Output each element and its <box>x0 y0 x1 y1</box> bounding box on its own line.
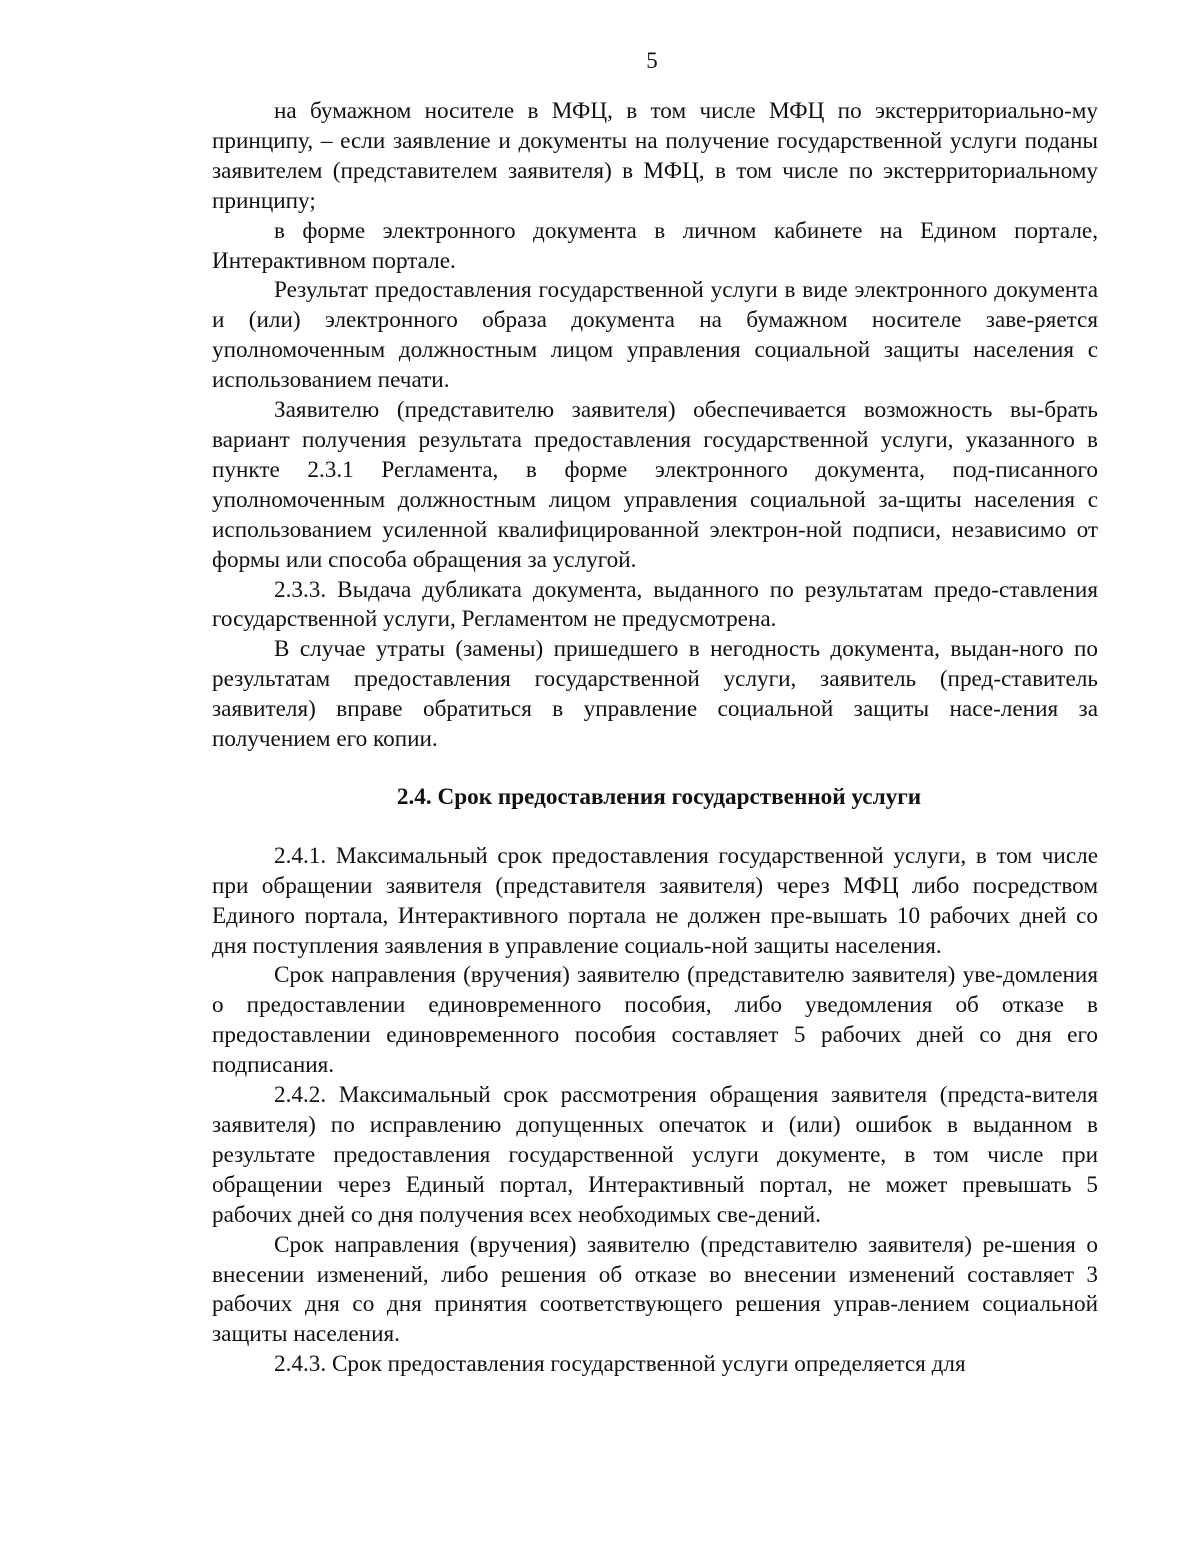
paragraph-2-4-3: 2.4.3. Срок предоставления государственной услуги определяется для <box>274 1351 966 1378</box>
paragraph-result-certification: Результат предоставления государственной услуги в виде электронного документа и (или) электронного образа документа на бумажном носителе заве-ряется уполномоченным должностным лицом управления социальной защиты населения с использованием печати. <box>212 277 1098 394</box>
document-body <box>212 97 1098 1380</box>
paragraph-result-choice: Заявителю (представителю заявителя) обеспечивается возможность вы-брать вариант получения результата предоставления государственной услуги, указанного в пункте 2.3.1 Регламента, в форме электронного документа, под-писанного уполномоченным должностным лицом управления социальной за-щиты населения с использованием усиленной квалифицированной электрон-ной подписи, независимо от формы или способа обращения за услугой. <box>212 397 1098 573</box>
paragraph-notification-term: Срок направления (вручения) заявителю (представителю заявителя) уве-домления о предоставлении единовременного пособия, либо уведомления об отказе в предоставлении единовременного пособия составляет 5 рабочих дней со дня его подписания. <box>212 962 1098 1079</box>
paragraph-delivery-paper: на бумажном носителе в МФЦ, в том числе МФЦ по экстерриториально-му принципу, – если заявление и документы на получение государственной услуги поданы заявителем (представителем заявителя) в МФЦ, в том числе по экстерриториальному принципу; <box>212 98 1098 214</box>
paragraph-delivery-electronic: в форме электронного документа в личном кабинете на Едином портале, Интерактивном портале. <box>212 217 1098 274</box>
page-number: 5 <box>646 48 658 73</box>
section-title-2-4: 2.4. Срок предоставления государственной услуги <box>396 783 922 810</box>
paragraph-2-3-3: 2.3.3. Выдача дубликата документа, выданного по результатам предо-ставления государственной услуги, Регламентом не предусмотрена. <box>212 576 1098 633</box>
paragraph-2-4-2: 2.4.2. Максимальный срок рассмотрения обращения заявителя (предста-вителя заявителя) по исправлению допущенных опечаток и (или) ошибок в выданном в результате предоставления государственной услуги документе, в том числе при обращении через Единый портал, Интерактивный портал, не может превышать 5 рабочих дней со дня получения всех необходимых све-дений. <box>212 1082 1098 1228</box>
paragraph-decision-term: Срок направления (вручения) заявителю (представителю заявителя) ре-шения о внесении изменений, либо решения об отказе во внесении изменений составляет 3 рабочих дня со дня принятия соответствующего решения управ-лением социальной защиты населения. <box>212 1231 1098 1348</box>
paragraph-2-4-1: 2.4.1. Максимальный срок предоставления государственной услуги, в том числе при обращении заявителя (представителя заявителя) через МФЦ либо посредством Единого портала, Интерактивного портала не должен пре-вышать 10 рабочих дней со дня поступления заявления в управление социаль-ной защиты населения. <box>212 842 1098 959</box>
paragraph-copy-request: В случае утраты (замены) пришедшего в негодность документа, выдан-ного по результатам предоставления государственной услуги, заявитель (пред-ставитель заявителя) вправе обратиться в управление социальной защиты насе-ления за получением его копии. <box>212 636 1098 753</box>
